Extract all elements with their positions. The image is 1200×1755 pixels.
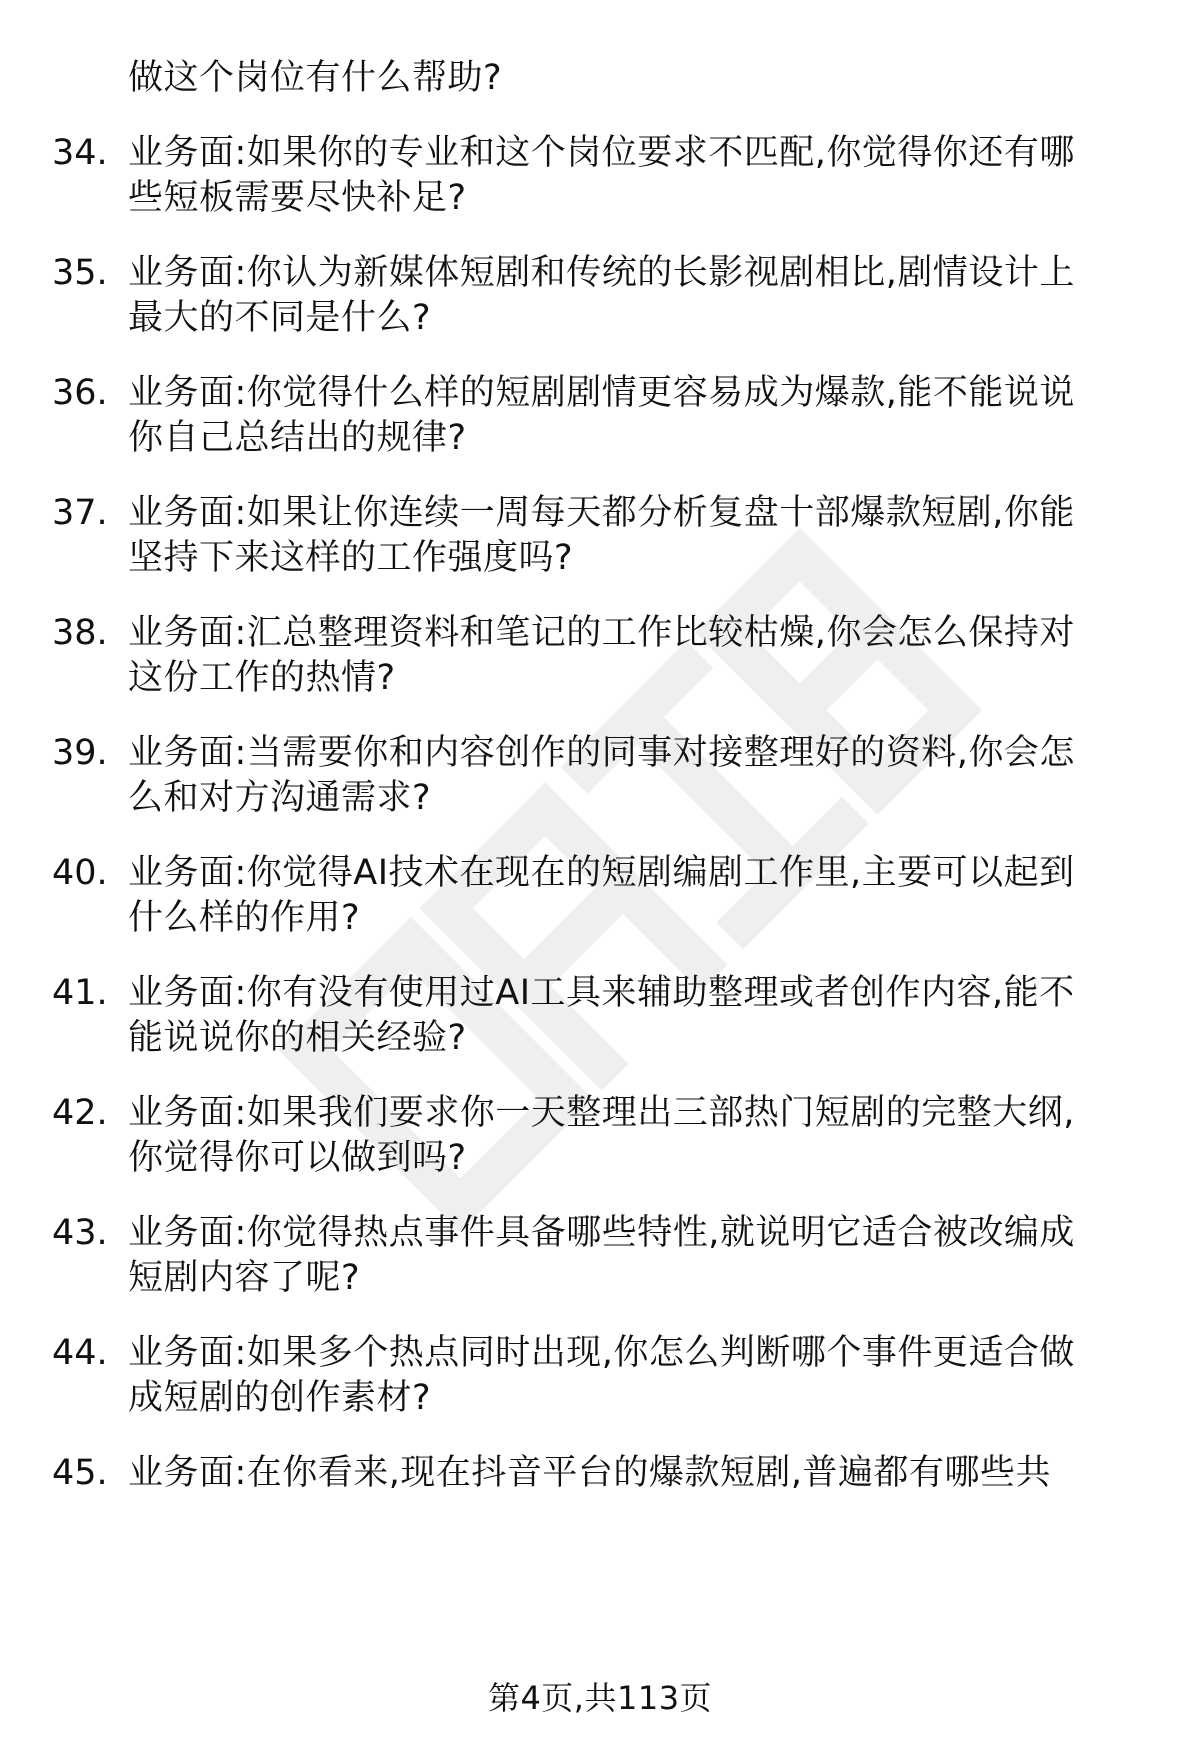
question-text-line1: 业务面:你觉得什么样的短剧剧情更容易成为爆款,能不能说说 — [128, 373, 1075, 413]
question-text-line1: 业务面:如果多个热点同时出现,你怎么判断哪个事件更适合做 — [128, 1333, 1075, 1373]
question-text-line1: 业务面:在你看来,现在抖音平台的爆款短剧,普遍都有哪些共 — [128, 1453, 1052, 1493]
question-number: 34. — [52, 133, 108, 173]
question-text-line1: 业务面:汇总整理资料和笔记的工作比较枯燥,你会怎么保持对 — [128, 613, 1075, 653]
question-text-line2: 你自己总结出的规律? — [128, 418, 467, 458]
question-text-line2: 成短剧的创作素材? — [128, 1378, 432, 1418]
question-number: 45. — [52, 1453, 108, 1493]
question-number: 42. — [52, 1093, 108, 1133]
question-text-line1: 业务面:如果我们要求你一天整理出三部热门短剧的完整大纲, — [128, 1093, 1075, 1133]
question-text-line1: 业务面:你有没有使用过AI工具来辅助整理或者创作内容,能不 — [128, 973, 1075, 1013]
question-text-line2: 坚持下来这样的工作强度吗? — [128, 538, 574, 578]
question-text-line1: 业务面:当需要你和内容创作的同事对接整理好的资料,你会怎 — [128, 733, 1075, 773]
page-footer: 第4页,共113页 — [487, 1679, 713, 1717]
question-text-line2: 些短板需要尽快补足? — [128, 178, 467, 218]
question-number: 44. — [52, 1333, 108, 1373]
question-number: 37. — [52, 493, 108, 533]
question-text-line1: 业务面:如果你的专业和这个岗位要求不匹配,你觉得你还有哪 — [128, 133, 1075, 173]
question-text-line1: 业务面:如果让你连续一周每天都分析复盘十部爆款短剧,你能 — [128, 493, 1075, 533]
question-number: 35. — [52, 253, 108, 293]
question-text-line2: 么和对方沟通需求? — [128, 778, 432, 818]
question-text-line2: 什么样的作用? — [128, 898, 361, 938]
question-number: 36. — [52, 373, 108, 413]
question-number: 39. — [52, 733, 108, 773]
question-number: 40. — [52, 853, 108, 893]
continuation-line: 做这个岗位有什么帮助? — [128, 58, 503, 98]
question-number: 38. — [52, 613, 108, 653]
question-text-line2: 能说说你的相关经验? — [128, 1018, 467, 1058]
question-text-line2: 这份工作的热情? — [128, 658, 396, 698]
question-text-line1: 业务面:你觉得AI技术在现在的短剧编剧工作里,主要可以起到 — [128, 853, 1075, 893]
question-text-line1: 业务面:你认为新媒体短剧和传统的长影视剧相比,剧情设计上 — [128, 253, 1075, 293]
question-text-line2: 最大的不同是什么? — [128, 298, 432, 338]
question-number: 41. — [52, 973, 108, 1013]
question-text-line2: 短剧内容了呢? — [128, 1258, 361, 1298]
question-text-line2: 你觉得你可以做到吗? — [128, 1138, 467, 1178]
question-text-line1: 业务面:你觉得热点事件具备哪些特性,就说明它适合被改编成 — [128, 1213, 1075, 1253]
question-number: 43. — [52, 1213, 108, 1253]
